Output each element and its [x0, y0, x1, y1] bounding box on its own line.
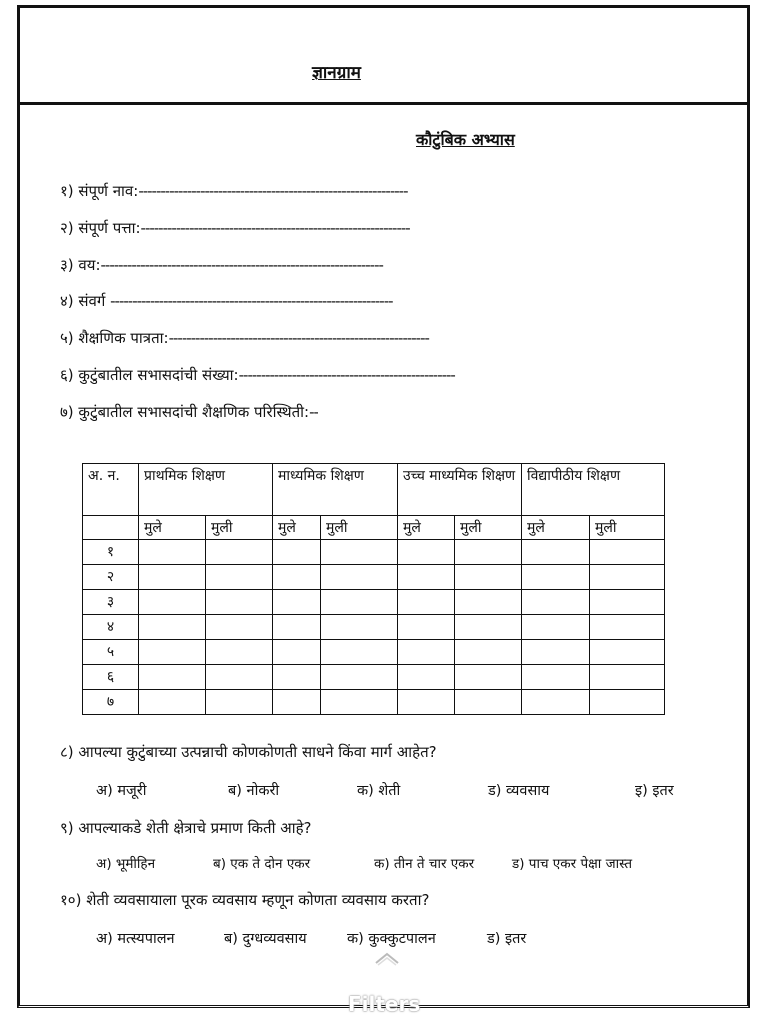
option-fisheries: अ) मत्स्यपालन: [96, 931, 175, 947]
table-cell: [590, 590, 665, 615]
sn-subheader-empty: [83, 516, 139, 540]
filters-button[interactable]: Filters: [348, 992, 421, 1016]
table-cell: [321, 665, 398, 690]
table-cell: [398, 665, 455, 690]
question-8-income-sources: ८) आपल्या कुटुंबाच्या उत्पन्नाची कोणकोणती साधने किंवा मार्ग आहेत?: [60, 743, 437, 761]
table-row: [83, 690, 665, 715]
document-title: ज्ञानग्राम: [312, 63, 361, 83]
field-education: ५) शैक्षणिक पात्रता:-----------------------------------------------------------: [60, 329, 429, 347]
field-family-members: ६) कुटुंबातील सभासदांची संख्या:-------------------------------------------------: [60, 366, 455, 384]
option-other: इ) इतर: [635, 783, 674, 799]
subheader-boys: मुले: [398, 516, 455, 540]
subheader-boys: मुले: [139, 516, 206, 540]
subheader-girls: मुली: [590, 516, 665, 540]
table-row: [83, 640, 665, 665]
education-table: [82, 463, 665, 715]
table-cell: [590, 540, 665, 565]
sn-header: अ. न.: [83, 464, 139, 516]
table-cell: [321, 565, 398, 590]
group-header-university: विद्यापीठीय शिक्षण: [522, 464, 665, 516]
table-cell: [139, 615, 206, 640]
table-cell: [206, 615, 273, 640]
table-cell: [139, 640, 206, 665]
table-cell: [522, 565, 590, 590]
option-labour: अ) मजूरी: [96, 783, 147, 799]
table-row: [83, 565, 665, 590]
table-cell: [590, 615, 665, 640]
row-number: ७: [83, 690, 139, 715]
table-cell: [455, 540, 522, 565]
option-other: ड) इतर: [487, 931, 527, 947]
document-subtitle: कौटुंबिक अभ्यास: [416, 130, 515, 149]
table-cell: [455, 615, 522, 640]
table-cell: [455, 665, 522, 690]
table-cell: [522, 540, 590, 565]
table-subheader-row: [83, 516, 665, 540]
table-cell: [273, 615, 321, 640]
table-cell: [398, 640, 455, 665]
header-divider: [20, 102, 750, 105]
table-cell: [522, 640, 590, 665]
row-number: ३: [83, 590, 139, 615]
table-cell: [273, 565, 321, 590]
table-cell: [139, 590, 206, 615]
table-cell: [398, 540, 455, 565]
table-cell: [321, 690, 398, 715]
group-header-secondary: माध्यमिक शिक्षण: [273, 464, 398, 516]
table-cell: [590, 690, 665, 715]
table-cell: [139, 690, 206, 715]
row-number: २: [83, 565, 139, 590]
field-full-address: २) संपूर्ण पत्ता:-------------------------------------------------------------: [60, 219, 410, 237]
table-cell: [398, 615, 455, 640]
table-row: [83, 540, 665, 565]
row-number: ४: [83, 615, 139, 640]
subheader-boys: मुले: [522, 516, 590, 540]
row-number: ६: [83, 665, 139, 690]
subheader-girls: मुली: [321, 516, 398, 540]
row-number: १: [83, 540, 139, 565]
table-cell: [455, 690, 522, 715]
subheader-girls: मुली: [455, 516, 522, 540]
option-business: ड) व्यवसाय: [488, 783, 550, 799]
table-cell: [206, 690, 273, 715]
table-cell: [455, 590, 522, 615]
table-header-row: [83, 464, 665, 516]
table-row: [83, 590, 665, 615]
table-cell: [590, 665, 665, 690]
option-poultry: क) कुक्कुटपालन: [347, 931, 436, 947]
table-cell: [273, 590, 321, 615]
table-cell: [206, 640, 273, 665]
option-landless: अ) भूमीहिन: [96, 856, 156, 872]
field-full-name: १) संपूर्ण नाव:-------------------------------------------------------------: [60, 182, 408, 200]
table-cell: [321, 615, 398, 640]
question-9-farm-area: ९) आपल्याकडे शेती क्षेत्राचे प्रमाण किती आहे?: [60, 819, 312, 837]
table-cell: [206, 540, 273, 565]
table-cell: [273, 540, 321, 565]
table-cell: [522, 615, 590, 640]
option-more-than-five-acres: ड) पाच एकर पेक्षा जास्त: [512, 856, 633, 872]
table-cell: [273, 665, 321, 690]
table-row: [83, 615, 665, 640]
table-cell: [321, 590, 398, 615]
option-farming: क) शेती: [357, 783, 401, 799]
question-10-allied-business: १०) शेती व्यवसायाला पूरक व्यवसाय म्हणून कोणता व्यवसाय करता?: [60, 891, 430, 909]
field-family-education: ७) कुटुंबातील सभासदांची शैक्षणिक परिस्थिती:--: [60, 403, 318, 421]
table-cell: [522, 690, 590, 715]
table-cell: [455, 565, 522, 590]
table-cell: [455, 640, 522, 665]
field-age: ३) वय:----------------------------------------------------------------: [60, 256, 383, 274]
table-cell: [139, 540, 206, 565]
field-category: ४) संवर्ग ----------------------------------------------------------------: [60, 292, 393, 310]
table-cell: [206, 565, 273, 590]
subheader-boys: मुले: [273, 516, 321, 540]
group-header-higher-secondary: उच्च माध्यमिक शिक्षण: [398, 464, 522, 516]
table-cell: [321, 540, 398, 565]
table-cell: [206, 665, 273, 690]
table-cell: [398, 590, 455, 615]
table-cell: [273, 690, 321, 715]
option-dairy: ब) दुग्धव्यवसाय: [224, 931, 307, 947]
table-cell: [206, 590, 273, 615]
table-cell: [590, 565, 665, 590]
table-cell: [398, 565, 455, 590]
chevron-up-icon[interactable]: [373, 950, 401, 966]
table-cell: [321, 640, 398, 665]
subheader-girls: मुली: [206, 516, 273, 540]
option-one-to-two-acres: ब) एक ते दोन एकर: [213, 856, 311, 872]
group-header-primary: प्राथमिक शिक्षण: [139, 464, 273, 516]
table-row: [83, 665, 665, 690]
table-cell: [139, 565, 206, 590]
table-cell: [590, 640, 665, 665]
option-three-to-four-acres: क) तीन ते चार एकर: [374, 856, 475, 872]
table-cell: [522, 590, 590, 615]
table-cell: [522, 665, 590, 690]
table-cell: [398, 690, 455, 715]
option-job: ब) नोकरी: [228, 783, 280, 799]
table-cell: [273, 640, 321, 665]
table-cell: [139, 665, 206, 690]
row-number: ५: [83, 640, 139, 665]
